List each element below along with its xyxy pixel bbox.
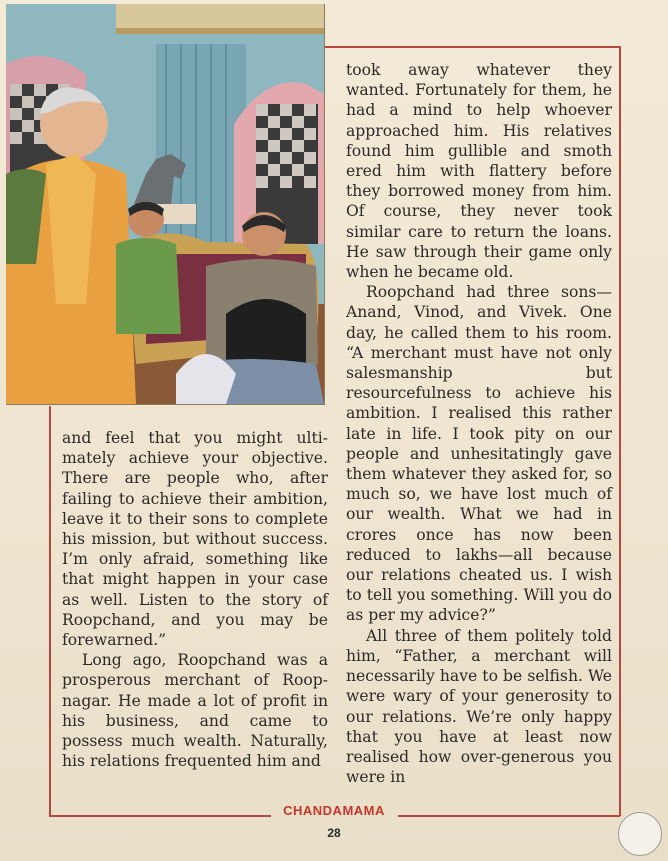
- frame-left-line: [49, 406, 51, 816]
- right-paragraph-2: Roopchand had three sons— Anand, Vinod, and Vivek. One day, he called them to his room. “A merchant must have not only salesmanship but resourcefulness to achieve his ambition. I realised this rather late in life. I took pity on our people and unhesitatingly gave them whatever they asked for, so much so, we have lost much of our wealth. What we had in crores once has now been reduced to lakhs—all because our relations cheated us. I wish to tell you something. Will you do as per my advice?”: [346, 283, 612, 625]
- left-text-column: [62, 428, 328, 771]
- right-paragraph-3: All three of them politely told him, “Father, a merchant will necessarily have to be selfish. We were wary of your generosity to our relations. We’re only happy that you have at least now realised how over-generous you were in: [346, 626, 612, 787]
- left-paragraph-2: Long ago, Roopchand was a prosperous merchant of Roop- nagar. He made a lot of profit in his business, and came to possess much wealth. Naturally, his relations frequented him and: [62, 651, 328, 771]
- frame-right-line: [619, 46, 621, 816]
- page-number: 28: [327, 826, 341, 840]
- story-illustration-icon: [6, 4, 324, 404]
- left-paragraph-1: and feel that you might ulti- mately achieve your objective. There are people who, after failing to achieve their ambition, leave it to their sons to complete his mission, but without success. I’m only afraid, something like that might happen in your case as well. Listen to the story of Roopchand, and you may be forewarned.”: [62, 429, 328, 650]
- frame-top-line: [324, 46, 620, 48]
- story-illustration: [6, 4, 325, 405]
- library-stamp-icon: [618, 812, 662, 856]
- right-paragraph-1: took away whatever they wanted. Fortunately for them, he had a mind to help whoever approached him. His relatives found him gullible and smoth ered him with flattery before they borrowed money from him. Of course, they never took similar care to return the loans. He saw through their game only when he became old.: [346, 61, 612, 282]
- right-text-column: [346, 60, 612, 787]
- magazine-title: CHANDAMAMA: [283, 803, 385, 818]
